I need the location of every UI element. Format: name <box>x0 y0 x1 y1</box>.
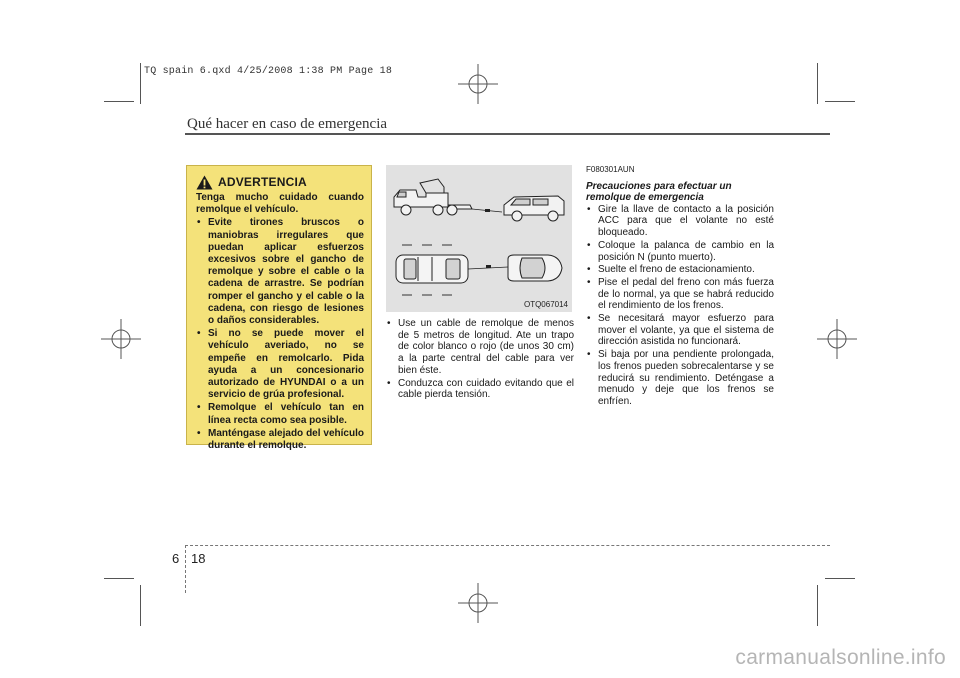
header-divider <box>185 133 830 135</box>
list-item: • Coloque la palanca de cambio en la posición N (punto muerto). <box>586 240 774 263</box>
list-item: • Suelte el freno de estacionamiento. <box>586 264 774 276</box>
warning-item: • Si no se puede mover el vehículo averiado, no se empeñe en remolcarlo. Pida ayuda a un concesionario autorizado de HYUNDAI o a un servicio de grúa profesional. <box>196 328 364 401</box>
page-title: Qué hacer en caso de emergencia <box>187 116 388 132</box>
section-subtitle: Precauciones para efectuar un remolque de emergencia <box>586 180 732 203</box>
chapter-number: 6 <box>172 551 180 566</box>
tow-truck-side-icon <box>386 165 572 312</box>
registration-mark-icon <box>101 319 141 359</box>
warning-item: • Remolque el vehículo tan en línea recta como sea posible. <box>196 402 364 426</box>
print-slug: TQ spain 6.qxd 4/25/2008 1:38 PM Page 18 <box>144 66 393 77</box>
warning-triangle-icon <box>196 175 213 190</box>
watermark: carmanualsonline.info <box>735 646 946 669</box>
warning-item: • Evite tirones bruscos o maniobras irregulares que puedan aplicar esfuerzos excesivos sobre el gancho de remolque y sobre el cable o la cadena de arrastre. Se podrían romper el gancho y el cable o la cadena, con riesgo de lesiones o daños considerables. <box>196 217 364 327</box>
crop-mark <box>825 578 855 579</box>
footer-divider <box>185 545 830 546</box>
registration-mark-icon <box>817 319 857 359</box>
list-item: • Pise el pedal del freno con más fuerza de lo normal, ya que se habrá reducido el rendimiento de los frenos. <box>586 277 774 312</box>
registration-mark-icon <box>458 64 498 104</box>
crop-mark <box>825 101 855 102</box>
crop-mark <box>104 578 134 579</box>
warning-box <box>186 165 372 452</box>
crop-mark <box>817 63 818 104</box>
warning-item: • Manténgase alejado del vehículo durante el remolque. <box>196 428 364 452</box>
list-item: • Conduzca con cuidado evitando que el cable pierda tensión. <box>386 378 574 401</box>
crop-mark <box>104 101 134 102</box>
warning-header <box>196 174 364 190</box>
page-number: 18 <box>191 551 206 566</box>
warning-title: ADVERTENCIA <box>218 174 307 189</box>
list-item: • Si baja por una pendiente prolongada, los frenos pueden sobrecalentarse y se reducirá su rendimiento. Deténgase a menudo y deje que los frenos se enfríen. <box>586 349 774 408</box>
warning-list <box>196 217 364 452</box>
list-item: • Use un cable de remolque de menos de 5 metros de longitud. Ate un trapo de color blanco o rojo (de unos 30 cm) a la parte central del cable para ver bien éste. <box>386 318 574 377</box>
crop-mark <box>140 63 141 104</box>
middle-column <box>386 318 574 402</box>
towing-illustration <box>386 165 572 312</box>
footer-vertical-divider <box>185 545 186 593</box>
list-item: • Gire la llave de contacto a la posición ACC para que el volante no esté bloqueado. <box>586 204 774 239</box>
crop-mark <box>817 585 818 626</box>
section-code: F080301AUN <box>586 165 635 174</box>
warning-intro: Tenga mucho cuidado cuando remolque el vehículo. <box>196 192 364 216</box>
right-column <box>586 164 774 409</box>
list-item: • Se necesitará mayor esfuerzo para mover el volante, ya que el sistema de dirección asistida no funcionará. <box>586 313 774 348</box>
crop-mark <box>140 585 141 626</box>
illustration-code: OTQ067014 <box>523 300 568 309</box>
registration-mark-icon <box>458 583 498 623</box>
